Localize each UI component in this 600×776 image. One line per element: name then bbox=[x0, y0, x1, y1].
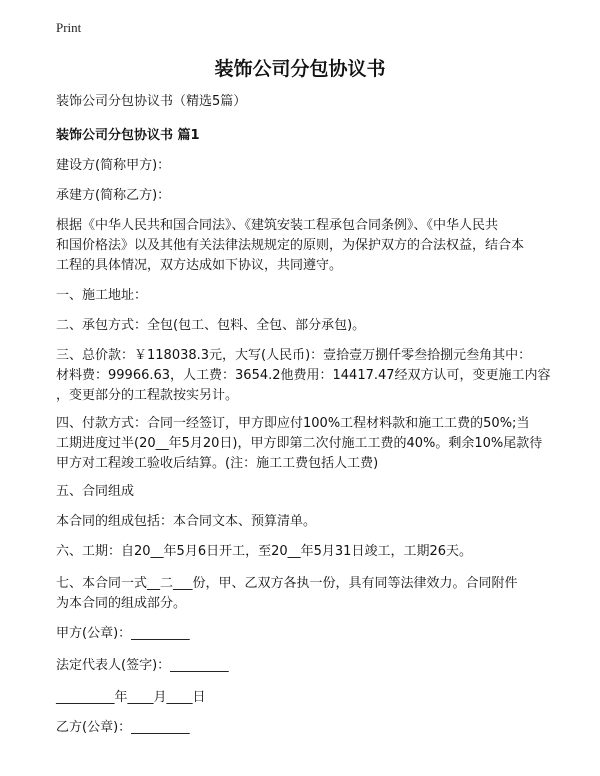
paragraph-line: 六、工期：自20__年5月6日开工，至20__年5月31日竣工，工期26天。 bbox=[56, 544, 472, 559]
section-heading: 装饰公司分包协议书 篇1 bbox=[56, 128, 200, 143]
paragraph-line: 根据《中华人民共和国合同法》、《建筑安装工程承包合同条例》、《中华人民共 bbox=[56, 218, 499, 233]
paragraph-line: 五、合同组成 bbox=[56, 484, 135, 499]
document-subtitle: 装饰公司分包协议书（精选5篇） bbox=[56, 94, 247, 109]
paragraph-line: 为本合同的组成部分。 bbox=[56, 596, 187, 611]
paragraph-line: 本合同的组成包括：本合同文本、预算清单。 bbox=[56, 514, 317, 529]
print-link[interactable]: Print bbox=[56, 20, 82, 35]
date-line: _________年____月____日 bbox=[56, 690, 206, 705]
paragraph-line: 二、承包方式：全包(包工、包料、全包、部分承包)。 bbox=[56, 318, 366, 333]
paragraph-line: 一、施工地址： bbox=[56, 288, 148, 303]
paragraph-line: 承建方(简称乙方)： bbox=[56, 188, 171, 203]
paragraph-line: 七、本合同一式__二___份，甲、乙双方各执一份，具有同等法律效力。合同附件 bbox=[56, 576, 518, 591]
paragraph-line: 三、总价款：￥118038.3元，大写(人民币)：壹拾壹万捌仟零叁拾捌元叁角其中： bbox=[56, 348, 532, 363]
paragraph-line: 材料费：99966.63，人工费：3654.2他费用：14417.47经双方认可，变更施工内容 bbox=[56, 368, 551, 383]
paragraph-line: 甲方对工程竣工验收后结算。(注：施工工费包括人工费) bbox=[56, 456, 379, 471]
paragraph-line: 和国价格法》以及其他有关法律法规规定的原则，为保护双方的合法权益，结合本 bbox=[56, 238, 525, 253]
paragraph-line: 工程的具体情况，双方达成如下协议，共同遵守。 bbox=[56, 258, 343, 273]
paragraph-line: 建设方(简称甲方)： bbox=[56, 158, 171, 173]
document-title: 装饰公司分包协议书 bbox=[214, 58, 386, 80]
signature-line: 法定代表人(签字)：_________ bbox=[56, 658, 229, 673]
paragraph-line: 四、付款方式：合同一经签订，甲方即应付100%工程材料款和施工工费的50%;当 bbox=[56, 416, 530, 431]
paragraph-line: ，变更部分的工程款按实另计。 bbox=[56, 388, 239, 403]
paragraph-line: 工期进度过半(20__年5月20日)，甲方即第二次付施工工费的40%。剩余10%尾款待 bbox=[56, 436, 543, 451]
signature-line: 乙方(公章)：_________ bbox=[56, 720, 190, 735]
signature-line: 甲方(公章)：_________ bbox=[56, 626, 190, 641]
